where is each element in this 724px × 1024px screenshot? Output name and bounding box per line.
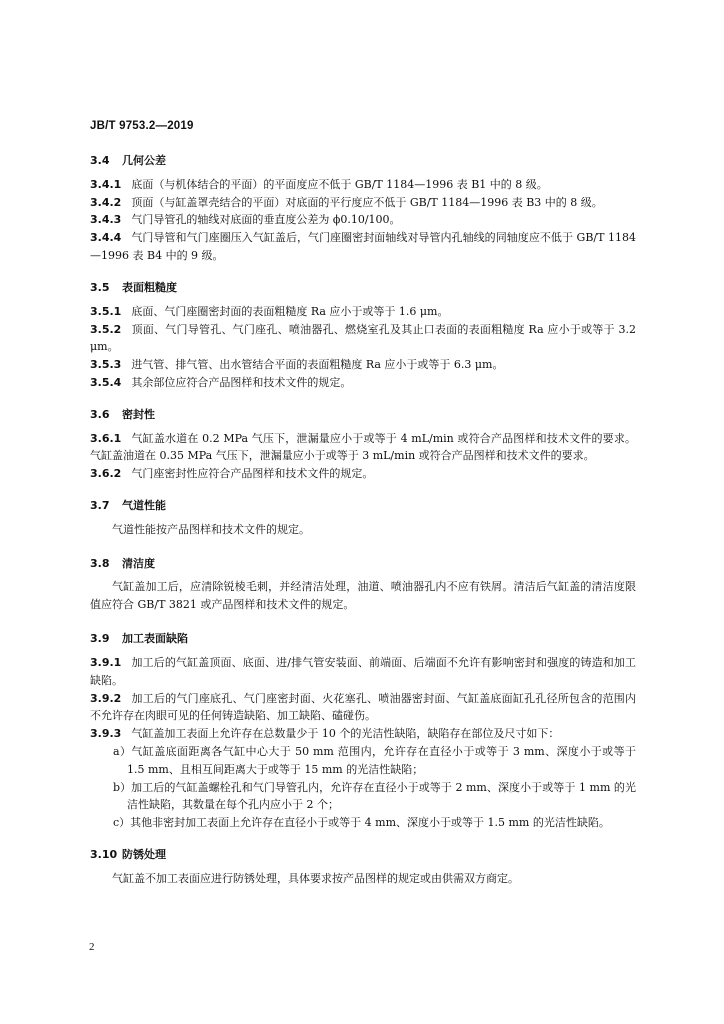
clause-number: 3.5.1	[90, 304, 122, 318]
section-number: 3.9	[90, 632, 110, 646]
clause-text: 气门导管和气门座圈压入气缸盖后，气门座圈密封面轴线对导管内孔轴线的同轴度应不低于 GB/T 1184—1996 表 B4 中的 9 级。	[90, 231, 636, 263]
clause-number: 3.5.3	[90, 358, 122, 372]
section-heading-3-4	[90, 152, 636, 170]
section-title: 清洁度	[122, 556, 155, 570]
clause-text: 气缸盖水道在 0.2 MPa 气压下，泄漏量应小于或等于 4 mL/min 或符合产品图样和技术文件的要求。气缸盖油道在 0.35 MPa 气压下，泄漏量应小于或等于 3 mL/min 或符合产品图样和技术文件的要求。	[90, 431, 636, 463]
section-heading-3-7	[90, 497, 636, 515]
document-id: JB/T 9753.2—2019	[90, 120, 194, 132]
page-number: 2	[89, 941, 95, 953]
section-heading-3-10	[90, 846, 636, 864]
clause-number: 3.6.1	[90, 431, 122, 445]
section-heading-3-6	[90, 406, 636, 424]
clause-3-5-4	[90, 374, 636, 392]
clause-3-9-2	[90, 690, 636, 726]
clause-3-5-2	[90, 321, 636, 357]
section-number: 3.10	[90, 848, 118, 861]
section-title: 密封性	[122, 407, 155, 421]
clause-3-5-3	[90, 356, 636, 374]
clause-number: 3.4.2	[90, 195, 122, 209]
clause-text: 气门座密封性应符合产品图样和技术文件的规定。	[131, 467, 374, 481]
clause-text: 其余部位应符合产品图样和技术文件的规定。	[131, 375, 352, 389]
clause-number: 3.5.4	[90, 375, 122, 389]
clause-text: 底面（与机体结合的平面）的平面度应不低于 GB/T 1184—1996 表 B1 中的 8 级。	[131, 177, 548, 191]
clause-3-9-3	[90, 725, 636, 743]
clause-text: 顶面（与缸盖罩壳结合的平面）对底面的平行度应不低于 GB/T 1184—1996 表 B3 中的 8 级。	[131, 195, 603, 209]
clause-3-9-1	[90, 654, 636, 690]
section-number: 3.5	[90, 280, 110, 294]
clause-text: 加工后的气缸盖顶面、底面、进/排气管安装面、前端面、后端面不允许有影响密封和强度的铸造和加工缺陷。	[90, 655, 636, 687]
section-number: 3.4	[90, 154, 110, 167]
section-3-7-text: 气道性能按产品图样和技术文件的规定。	[112, 522, 310, 536]
clause-3-4-1	[90, 176, 636, 194]
clause-number: 3.4.4	[90, 231, 122, 245]
clause-3-4-3	[90, 211, 636, 229]
section-heading-3-5	[90, 279, 636, 297]
clause-number: 3.9.2	[90, 691, 122, 705]
section-number: 3.6	[90, 407, 110, 421]
section-title: 几何公差	[122, 154, 166, 167]
list-item-c: c）其他非密封加工表面上允许存在直径小于或等于 4 mm、深度小于或等于 1.5 mm 的光洁性缺陷。	[113, 816, 610, 830]
clause-3-6-1	[90, 430, 636, 466]
clause-text: 气缸盖加工表面上允许存在总数量少于 10 个的光洁性缺陷，缺陷存在部位及尺寸如下：	[131, 727, 560, 741]
clause-3-5-1	[90, 303, 636, 321]
clause-text: 底面、气门座圈密封面的表面粗糙度 Ra 应小于或等于 1.6 μm。	[131, 304, 449, 318]
clause-text: 进气管、排气管、出水管结合平面的表面粗糙度 Ra 应小于或等于 6.3 μm。	[131, 358, 504, 372]
list-item-a: a）气缸盖底面距离各气缸中心大于 50 mm 范围内，允许存在直径小于或等于 3 mm、深度小于或等于 1.5 mm、且相互间距离大于或等于 15 mm 的光洁性缺陷；	[113, 744, 636, 776]
section-3-8-text: 气缸盖加工后，应清除锐棱毛刺，并经清洁处理，油道、喷油器孔内不应有铁屑。清洁后气缸盖的清洁度限值应符合 GB/T 3821 或产品图样和技术文件的规定。	[90, 580, 636, 612]
section-title: 表面粗糙度	[122, 280, 177, 294]
clause-number: 3.6.2	[90, 467, 122, 481]
clause-number: 3.4.3	[90, 213, 122, 227]
clause-3-4-2	[90, 194, 636, 212]
document-body	[90, 146, 636, 890]
clause-text: 气门导管孔的轴线对底面的垂直度公差为 ϕ0.10/100。	[131, 213, 401, 227]
clause-3-6-2	[90, 465, 636, 483]
section-3-10-text: 气缸盖不加工表面应进行防锈处理，具体要求按产品图样的规定或由供需双方商定。	[112, 871, 519, 885]
clause-number: 3.9.1	[90, 655, 122, 669]
list-item-b: b）加工后的气缸盖螺栓孔和气门导管孔内，允许存在直径小于或等于 2 mm、深度小于或等于 1 mm 的光洁性缺陷，其数量在每个孔内应小于 2 个；	[113, 780, 636, 812]
clause-number: 3.9.3	[90, 727, 122, 741]
section-heading-3-8	[90, 555, 636, 573]
clause-3-4-4	[90, 229, 636, 265]
section-title: 防锈处理	[122, 848, 166, 861]
section-number: 3.7	[90, 499, 110, 512]
clause-number: 3.4.1	[90, 177, 122, 191]
clause-number: 3.5.2	[90, 322, 122, 336]
clause-text: 加工后的气门座底孔、气门座密封面、火花塞孔、喷油器密封面、气缸盖底面缸孔孔径所包含的范围内不允许存在肉眼可见的任何铸造缺陷、加工缺陷、磕碰伤。	[90, 691, 636, 723]
clause-text: 顶面、气门导管孔、气门座孔、喷油器孔、燃烧室孔及其止口表面的表面粗糙度 Ra 应小于或等于 3.2 μm。	[90, 322, 636, 354]
section-title: 加工表面缺陷	[122, 632, 188, 646]
section-number: 3.8	[90, 556, 110, 570]
section-title: 气道性能	[122, 499, 166, 512]
section-heading-3-9	[90, 630, 636, 648]
